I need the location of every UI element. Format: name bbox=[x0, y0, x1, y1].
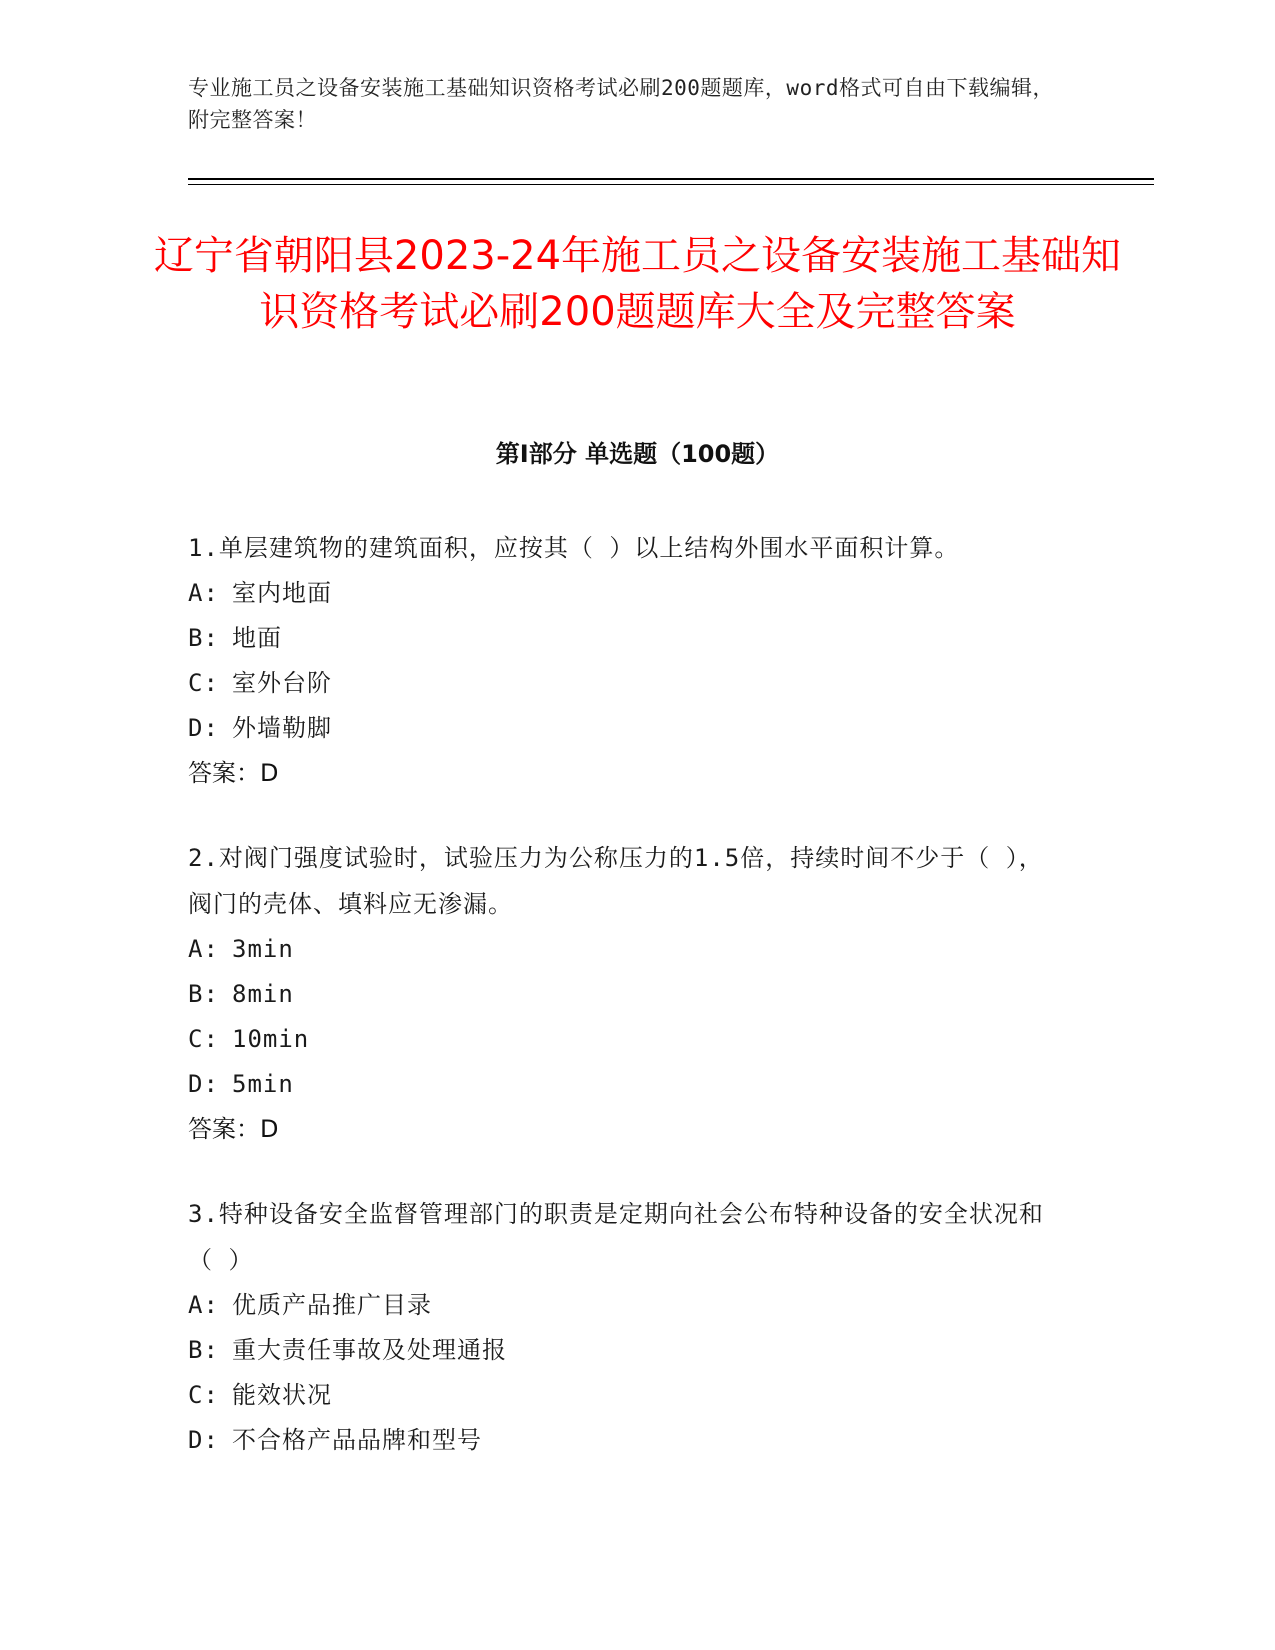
option-d bbox=[188, 1418, 1058, 1463]
option-b bbox=[188, 616, 1058, 661]
option-text: 3min bbox=[232, 935, 294, 963]
option-a bbox=[188, 927, 1058, 972]
option-b bbox=[188, 1328, 1058, 1373]
option-key: A: bbox=[188, 579, 219, 607]
option-key: B: bbox=[188, 1336, 219, 1364]
option-key: B: bbox=[188, 980, 219, 1008]
option-key: C: bbox=[188, 1381, 219, 1409]
header-note: 专业施工员之设备安装施工基础知识资格考试必刷200题题库，word格式可自由下载编辑，附完整答案！ bbox=[188, 76, 1054, 132]
option-key: D: bbox=[188, 1070, 219, 1098]
option-d bbox=[188, 1062, 1058, 1107]
section-title: 第Ⅰ部分 单选题（100题） bbox=[495, 440, 780, 468]
option-key: C: bbox=[188, 669, 219, 697]
option-text: 室内地面 bbox=[232, 579, 332, 607]
question-stem: 2.对阀门强度试验时，试验压力为公称压力的1.5倍，持续时间不少于（ ），阀门的壳体、填料应无渗漏。 bbox=[188, 844, 1044, 918]
option-key: A: bbox=[188, 1291, 219, 1319]
question-stem: 1.单层建筑物的建筑面积，应按其（ ）以上结构外围水平面积计算。 bbox=[188, 534, 960, 562]
option-d bbox=[188, 706, 1058, 751]
question-1 bbox=[188, 525, 1058, 795]
option-text: 重大责任事故及处理通报 bbox=[232, 1336, 507, 1364]
option-a bbox=[188, 1283, 1058, 1328]
option-text: 外墙勒脚 bbox=[232, 714, 332, 742]
option-text: 5min bbox=[232, 1070, 294, 1098]
option-text: 不合格产品品牌和型号 bbox=[232, 1426, 482, 1454]
option-key: D: bbox=[188, 714, 219, 742]
option-text: 8min bbox=[232, 980, 294, 1008]
option-a bbox=[188, 571, 1058, 616]
question-3 bbox=[188, 1191, 1058, 1463]
question-2 bbox=[188, 835, 1058, 1151]
option-text: 能效状况 bbox=[232, 1381, 332, 1409]
header-rule-thick bbox=[188, 178, 1154, 180]
option-text: 地面 bbox=[232, 624, 282, 652]
option-b bbox=[188, 972, 1058, 1017]
option-c bbox=[188, 1373, 1058, 1418]
option-key: C: bbox=[188, 1025, 219, 1053]
option-key: B: bbox=[188, 624, 219, 652]
document-title: 辽宁省朝阳县2023-24年施工员之设备安装施工基础知识资格考试必刷200题题库大全及完整答案 bbox=[153, 233, 1122, 335]
header-rule-thin bbox=[188, 184, 1154, 185]
answer-line: 答案：D bbox=[188, 1115, 279, 1143]
option-key: A: bbox=[188, 935, 219, 963]
question-stem: 3.特种设备安全监督管理部门的职责是定期向社会公布特种设备的安全状况和（ ） bbox=[188, 1200, 1044, 1274]
option-c bbox=[188, 661, 1058, 706]
option-text: 优质产品推广目录 bbox=[232, 1291, 432, 1319]
option-key: D: bbox=[188, 1426, 219, 1454]
option-c bbox=[188, 1017, 1058, 1062]
question-list bbox=[188, 525, 1058, 1503]
option-text: 10min bbox=[232, 1025, 310, 1053]
answer-line: 答案：D bbox=[188, 759, 279, 787]
option-text: 室外台阶 bbox=[232, 669, 332, 697]
